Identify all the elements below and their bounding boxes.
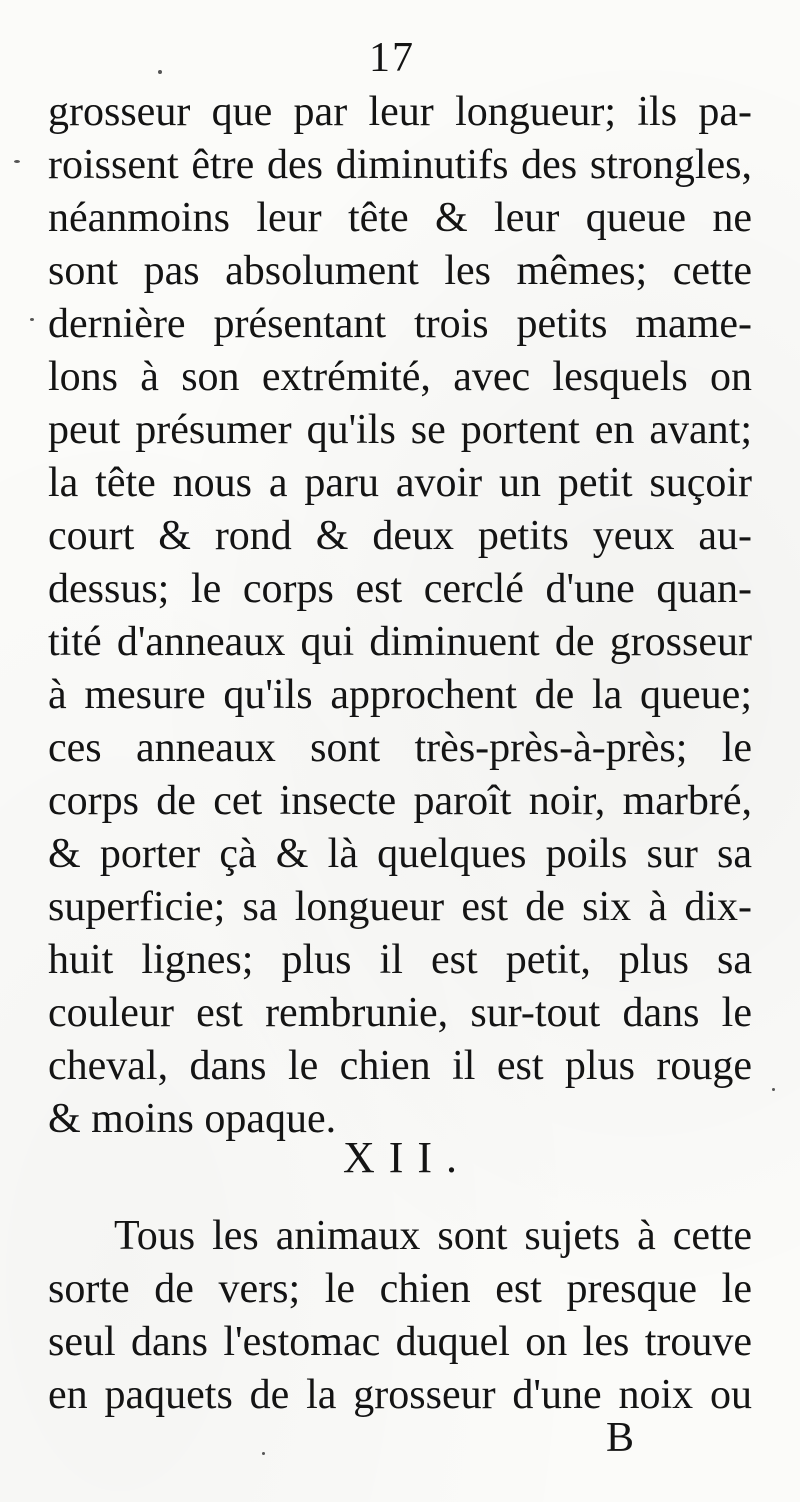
- text-line: corps de cet insecte paroît noir, marbré,: [48, 778, 752, 824]
- text-line: couleur est rembrunie, sur-tout dans le: [48, 990, 752, 1036]
- text-line: superficie; sa longueur est de six à dix-: [48, 884, 752, 930]
- text-line: en paquets de la grosseur d'une noix ou: [48, 1372, 752, 1418]
- text-line: grosseur que par leur longueur; ils pa-: [48, 89, 752, 135]
- text-line: dernière présentant trois petits mame-: [48, 301, 752, 347]
- paragraph-first-line: Tous les animaux sont sujets à cette: [114, 1213, 752, 1259]
- text-line: tité d'anneaux qui diminuent de grosseur: [48, 619, 752, 665]
- section-paragraph: [48, 1210, 752, 1422]
- text-line: cheval, dans le chien il est plus rouge: [48, 1043, 752, 1089]
- text-line-last: & moins opaque.: [48, 1096, 337, 1142]
- text-line: seul dans l'estomac duquel on les trouve: [48, 1319, 752, 1365]
- text-line: & porter çà & là quelques poils sur sa: [48, 831, 752, 877]
- section-heading: XII.: [342, 1133, 472, 1182]
- paper-speck: [30, 318, 34, 321]
- text-line: à mesure qu'ils approchent de la queue;: [48, 672, 752, 718]
- paper-speck: [772, 1088, 775, 1091]
- text-line: la tête nous a paru avoir un petit suçoir: [48, 460, 752, 506]
- paper-speck: [14, 160, 20, 163]
- page-number: 17: [369, 35, 415, 81]
- body-text: [48, 86, 752, 1146]
- text-line: sorte de vers; le chien est presque le: [48, 1266, 752, 1312]
- text-line: néanmoins leur tête & leur queue ne: [48, 195, 752, 241]
- paper-speck: [262, 1452, 265, 1455]
- text-line: peut présumer qu'ils se portent en avant;: [48, 407, 752, 453]
- text-line: sont pas absolument les mêmes; cette: [48, 248, 752, 294]
- text-line: roissent être des diminutifs des strongles,: [48, 142, 752, 188]
- text-line: court & rond & deux petits yeux au-: [48, 513, 752, 559]
- text-line: huit lignes; plus il est petit, plus sa: [48, 937, 752, 983]
- text-line: lons à son extrémité, avec lesquels on: [48, 354, 752, 400]
- text-line: dessus; le corps est cerclé d'une quan-: [48, 566, 752, 612]
- text-line: ces anneaux sont très-près-à-près; le: [48, 725, 752, 771]
- signature-mark: B: [605, 1415, 634, 1461]
- paper-speck: [158, 70, 162, 74]
